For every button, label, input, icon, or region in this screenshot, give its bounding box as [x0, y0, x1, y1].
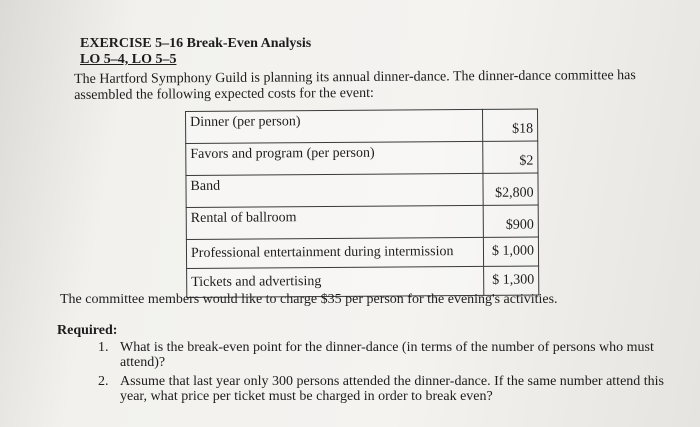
cost-item: Rental of ballroom [186, 205, 483, 239]
intro-paragraph: The Hartford Symphony Guild is planning its annual dinner-dance. The dinner-dance committee has assembled the following expected costs for the event: [74, 68, 636, 103]
cost-item: Tickets and advertising [187, 266, 484, 297]
pricing-sentence: The committee members would like to charge $35 per person for the evening's activities. [60, 292, 558, 307]
required-list [98, 340, 668, 408]
list-item [98, 374, 668, 404]
table-row [186, 173, 538, 207]
table-row [186, 109, 538, 143]
item-number: 1. [98, 340, 109, 355]
cost-amount: $ 1,300 [484, 266, 539, 295]
cost-amount: $2 [483, 141, 538, 173]
exercise-title: EXERCISE 5–16 Break-Even Analysis [80, 36, 312, 51]
cost-item: Professional entertainment during intermission [186, 237, 483, 268]
cost-amount: $2,800 [483, 173, 538, 205]
item-text: Assume that last year only 300 persons attended the dinner-dance. If the same number attend this year, what price per ticket must be charged in order to break even? [120, 374, 665, 404]
table-row [186, 141, 538, 175]
item-text: What is the break-even point for the dinner-dance (in terms of the number of persons who must attend)? [120, 340, 654, 370]
cost-amount: $18 [482, 109, 537, 141]
cost-item: Band [186, 173, 483, 207]
item-number: 2. [98, 374, 109, 389]
cost-amount: $ 1,000 [483, 237, 538, 266]
cost-item: Favors and program (per person) [186, 141, 483, 175]
cost-amount: $900 [483, 205, 538, 237]
list-item [98, 340, 668, 370]
table-row [186, 205, 538, 239]
cost-item: Dinner (per person) [186, 109, 483, 143]
table-row [186, 237, 538, 268]
learning-objectives: LO 5–4, LO 5–5 [80, 52, 177, 67]
required-label: Required: [57, 323, 118, 338]
exercise-heading [80, 36, 311, 68]
cost-table [185, 109, 539, 298]
